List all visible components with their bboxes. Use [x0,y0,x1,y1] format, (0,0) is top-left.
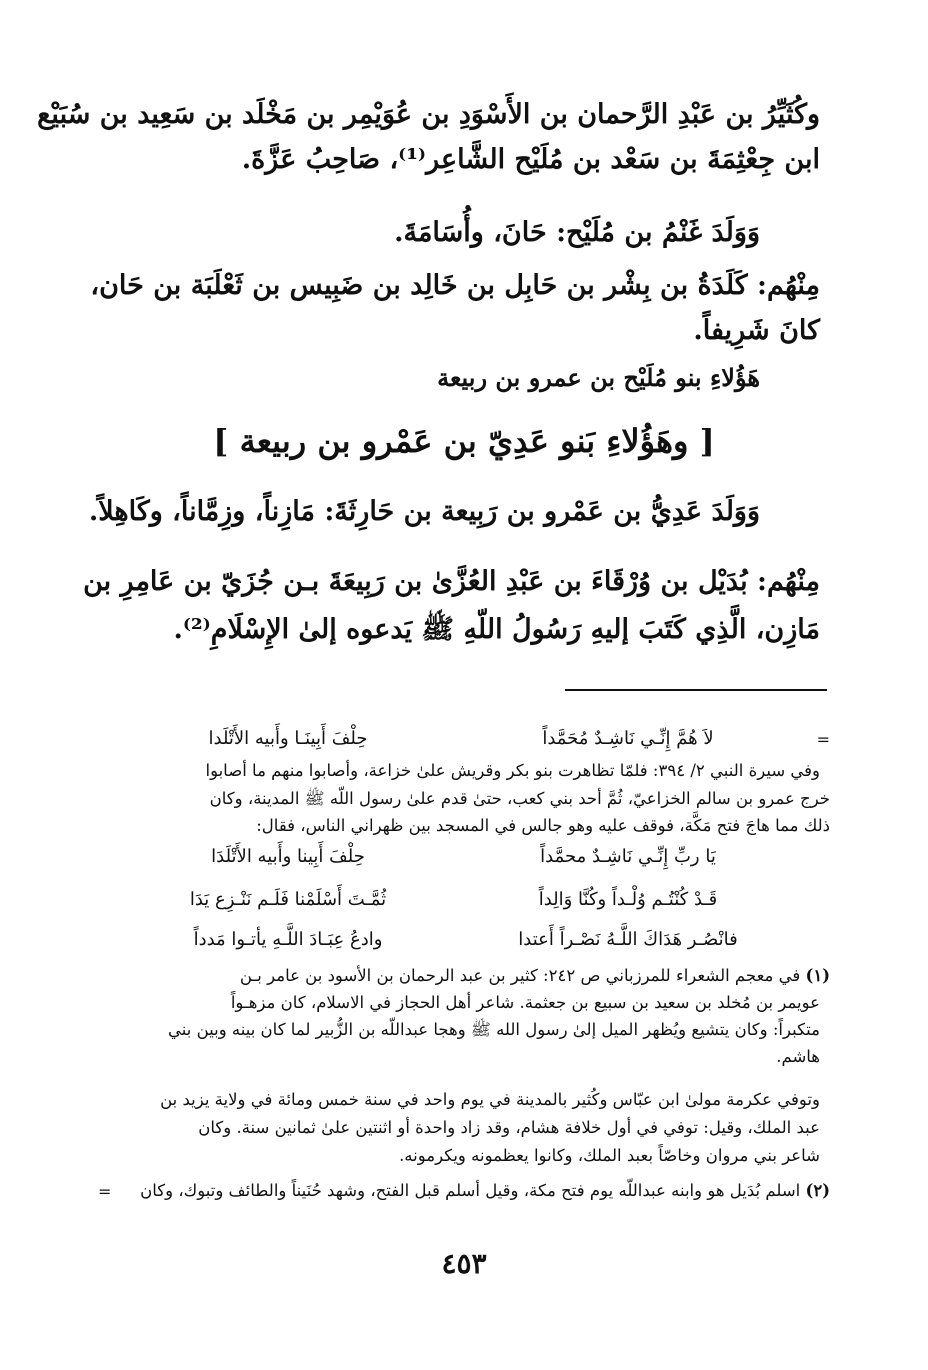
footnote-prose-line: وفي سيرة النبي ٢/ ٣٩٤: فلمّا تظاهرت بنو بكر وقريش علىٰ خزاعة، وأصابوا منهم ما أصابوا [205,761,820,780]
footnote-verse [138,925,778,955]
footnote-verse [138,885,778,915]
verse-hemistich: قَـدْ كُنْتُـم وُلْـداً وكُنَّا وَالِداً [538,889,718,910]
footnote-verse [138,724,778,754]
footnote-line: متكبراً: وكان يتشيع ويُظهر الميل إلىٰ رسول الله ﷺ وهجا عبداللّه بن الزُّبير لما كان بينه وبين بني [168,1020,820,1039]
verse-hemistich: يَا ربِّ إِنِّـي نَاشِـدٌ محمَّداً [540,846,716,867]
footnote-text: اسلم بُدَيل هو وابنه عبداللّه يوم فتح مكة، وقيل أسلم قبل الفتح، وشهد حُنَيناً والطائف وتبوك، وكان [140,1181,801,1200]
verse-hemistich: حِلْفَ أَبِينا وأَبيه الأَتْلَدَا [211,846,365,867]
footnote-line: عبد الملك، وقيل: توفي في أول خلافة هشام، وقد زاد واحدة أو اثنتين علىٰ ثمانين سنة. وكان [198,1118,820,1137]
continuation-mark: = [816,730,830,749]
footnote-line: شاعر بني مروان وخاصّاً بعبد الملك، وكانوا يعظمونه ويكرمونه. [399,1146,820,1165]
footnote-2 [118,1178,830,1204]
verse-hemistich: لاَ هُمَّ إِنِّـي نَاشِـدٌ مُحَمَّداً [542,728,714,749]
section-heading: [ وهَؤُلاءِ بَنو عَدِيّ بن عَمْرو بن ربيعة ] [213,422,715,460]
verse-hemistich: ثُمَّـتَ أَسْلَمْنا فَلَـم نَنْـزِع يَدَا [189,889,387,910]
verse-hemistich: فانْصُـر هَدَاكَ اللَّـهُ نَصْـراً أَعتدا [518,929,738,950]
footnote-line: عويمر بن مُخلد بن سعيد بن سبيع بن جعثمة. شاعر أهل الحجاز في الاسلام، كان مزهـواً [230,993,820,1012]
page-number: ٤٥٣ [441,1247,487,1280]
body-line-6: هَؤُلاءِ بنو مُلَيْح بن عمرو بن ربيعة [437,363,760,392]
footnote-1 [118,963,830,989]
body-line-7: وَوَلَدَ عَدِيُّ بن عَمْرو بن رَبِيعة بن حَارِثَةَ: مَازِناً، وزِمَّاناً، وكَاهِلاً. [88,496,760,527]
footnote-line: هاشم. [776,1047,820,1066]
footnote-verse [138,842,778,872]
footnote-number: (٢) [805,1181,830,1200]
footnote-number: (١) [805,966,830,985]
body-line-9: مَازِن، الَّذِي كَتَبَ إليهِ رَسُولُ اللّهِ ﷺ يَدعوه إلىٰ الإِسْلَامِ⁽²⁾. [173,614,820,645]
verse-hemistich: وادعُ عِبَـادَ اللَّـهِ يأتـوا مَدداً [193,929,383,950]
footnote-separator [565,689,827,691]
continuation-mark: = [98,1182,112,1201]
body-line-2: ابن جِعْثِمَةَ بن سَعْد بن مُلَيْح الشَّاعِر⁽¹⁾، صَاحِبُ عَزَّةَ. [241,144,820,175]
footnote-prose-line: ذلك مما هاجَ فتح مَكَّة، فوقف عليه وهو جالس في المسجد بين ظهراني الناس، فقال: [256,816,830,835]
body-line-1: وكُثَيِّرُ بن عَبْدِ الرَّحمان بن الأَسْوَدِ بن عُوَيْمِر بن مَخْلَد بن سَعِيد بن سُبَيْع [37,99,820,130]
body-line-3: وَوَلَدَ غَنْمُ بن مُلَيْح: حَانَ، وأُسَامَةَ. [394,217,760,248]
footnote-line: وتوفي عكرمة مولىٰ ابن عبّاس وكُثير بالمدينة في يوم واحد في سنة خمس ومائة في ولاية يزيد بن [160,1090,820,1109]
body-line-8: مِنْهُم: بُدَيْل بن وُرْقَاءَ بن عَبْدِ العُزَّىٰ بن رَبِيعَةَ بـن جُزَيّ بن عَامِرِ بن [83,566,820,597]
body-line-4: مِنْهُم: كَلَدَةُ بن بِشْر بن حَابِل بن خَالِد بن ضَبِيس بن ثَعْلَبَة بن حَان، [90,270,820,301]
body-line-5: كانَ شَرِيفاً. [693,315,820,346]
footnote-text: في معجم الشعراء للمرزباني ص ٢٤٢: كثير بن عبد الرحمان بن الأسود بن عامر بـن [239,966,801,985]
verse-hemistich: حِلْفَ أَبِينَـا وأَبيه الأَتْلَدا [208,728,368,749]
footnote-prose-line: خرج عمرو بن سالم الخزاعيّ، ثُمَّ أحد بني كعب، حتىٰ قدم علىٰ رسول اللّه ﷺ المدينة، وكان [209,789,830,808]
